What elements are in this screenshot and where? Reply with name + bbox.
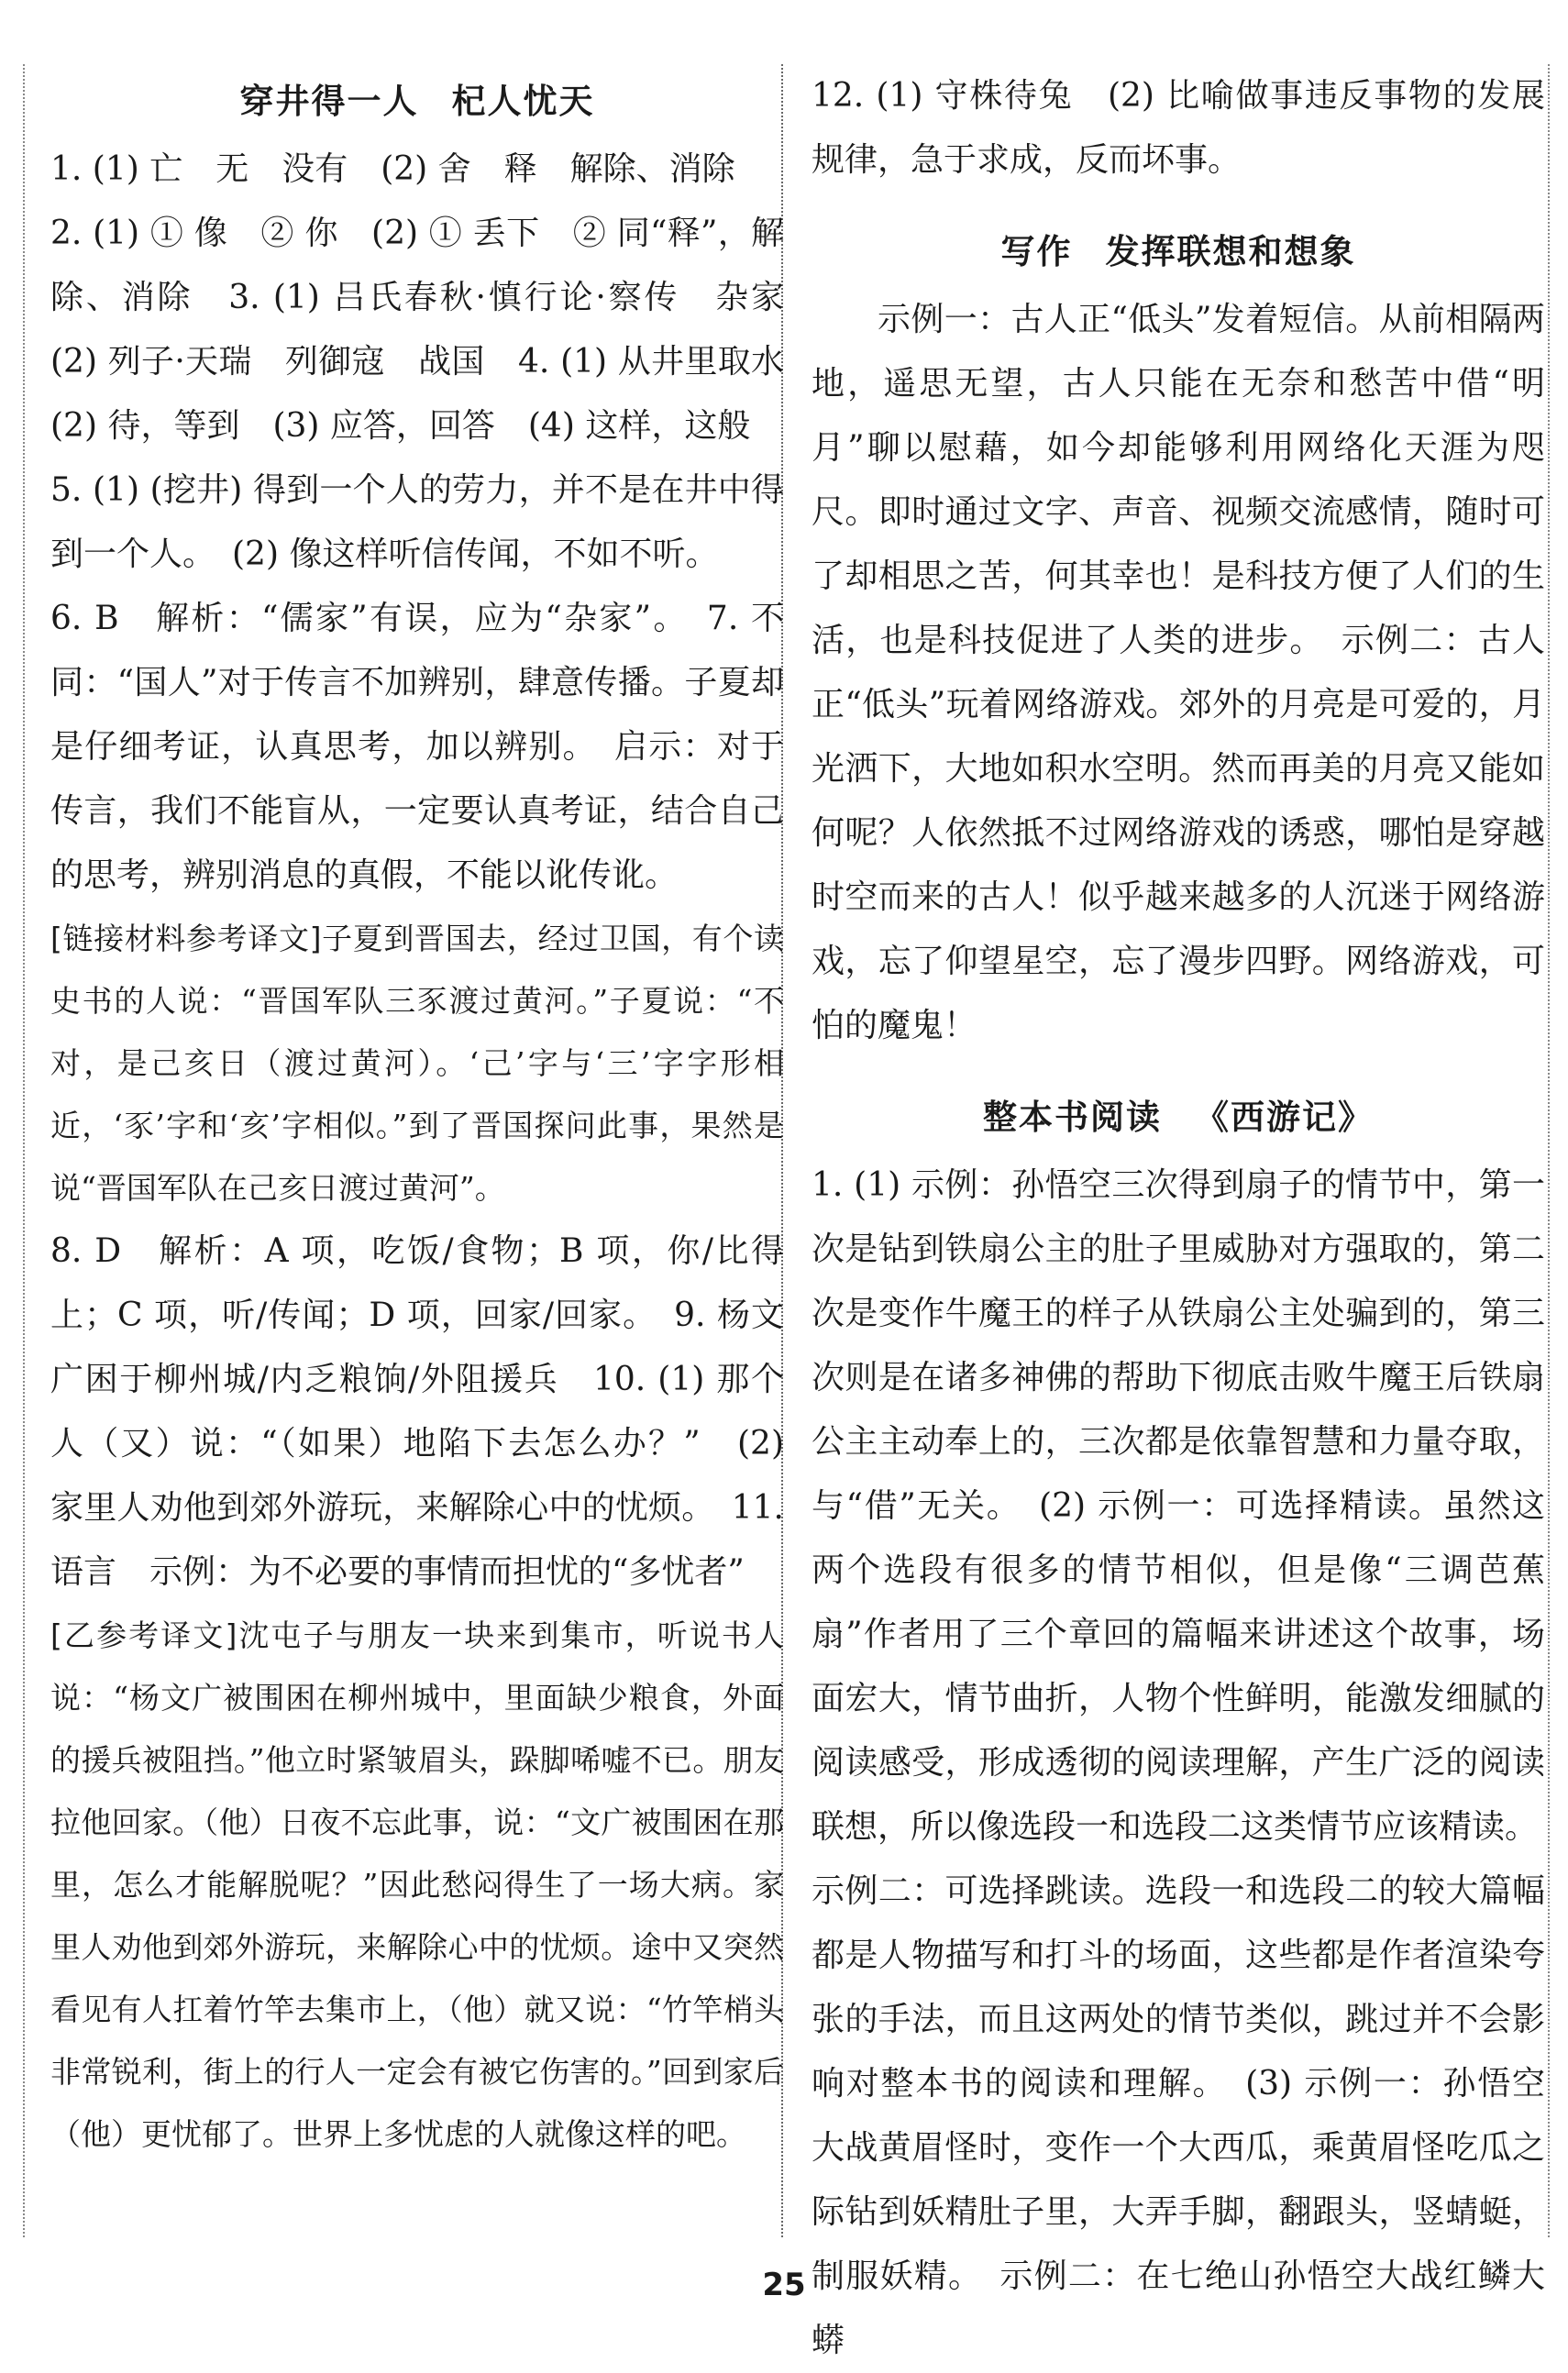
right-edge-rule — [1548, 64, 1550, 2237]
book-answer-1: 1. (1) 示例：孙悟空三次得到扇子的情节中，第一次是钻到铁扇公主的肚子里威胁对方强取的，第二次是变作牛魔王的样子从铁扇公主处骗到的，第三次则是在诸多神佛的帮助下彻底击败牛魔王后铁扇公主主动奉上的，三次都是依靠智慧和力量夺取，与“借”无关。 (2) 示例一：可选择精读。虽然这两个选段有很多的情节相似，但是像“三调芭蕉扇”作者用了三个章回的篇幅来讲述这个故事，场面宏大，情节曲折，人物个性鲜明，能激发细腻的阅读感受，形成透彻的阅读理解，产生广泛的阅读联想，所以像选段一和选段二这类情节应该精读。 — [812, 1166, 1545, 1846]
book-heading-b: 《西游记》 — [1195, 1098, 1374, 1137]
answer-q8-11: 8. D 解析：A 项，吃饭/食物；B 项，你/比得上；C 项，听/传闻；D 项，回家/回家。 9. 杨文广困于柳州城/内乏粮饷/外阻援兵 10. (1) 那个人（又）说：“（如果）地陷下去怎么办？” (2) 家里人劝他到郊外游玩，来解除心中的忧烦。 11. 语言 示例：为不必要的事情而担忧的“多忧者” — [50, 1232, 784, 1591]
answer-q2-4: 2. (1) ① 像 ② 你 (2) ① 丢下 ② 同“释”，解除、消除 3. (1) 吕氏春秋·慎行论·察传 杂家 (2) 列子·天瑞 列御寇 战国 4. (1) 从井里取水 (2) 待，等到 (3) 应答，回答 (4) 这样，这般 — [50, 215, 818, 445]
writing-examples: 示例一：古人正“低头”发着短信。从前相隔两地，遥思无望，古人只能在无奈和愁苦中借“明月”聊以慰藉，如今却能够利用网络化天涯为咫尺。即时通过文字、声音、视频交流感情，随时可了却相思之苦，何其幸也！是科技方便了人们的生活，也是科技促进了人类的进步。 示例二：古人正“低头”玩着网络游戏。郊外的月亮是可爱的，月光洒下，大地如积水空明。然而再美的月亮又能如何呢？人依然抵不过网络游戏的诱惑，哪怕是穿越时空而来的古人！似乎越来越多的人沉迷于网络游戏，忘了仰望星空，忘了漫步四野。网络游戏，可怕的魔鬼！ — [812, 301, 1545, 1044]
writing-heading-b: 发挥联想和想象 — [1105, 232, 1356, 271]
book-answer-2: 示例二：可选择跳读。选段一和选段二的较大篇幅都是人物描写和打斗的场面，这些都是作者渲染夸张的手法，而且这两处的情节类似，跳过并不会影响对整本书的阅读和理解。 (3) 示例一：孙悟空大战黄眉怪时，变作一个大西瓜，乘黄眉怪吃瓜之际钻到妖精肚子里，大弄手脚，翻跟头，竖蜻蜓，制服妖精。 示例二：在七绝山孙悟空大战红鳞大蟒 — [812, 1872, 1545, 2359]
yi-translation-label: [乙参考译文] — [50, 1617, 237, 1653]
left-column — [50, 64, 818, 2166]
yi-translation — [50, 1605, 784, 2166]
heading-title-b: 杞人忧天 — [451, 82, 595, 121]
yi-translation-text: 沈屯子与朋友一块来到集市，听说书人说：“杨文广被围困在柳州城中，里面缺少粮食，外面的援兵被阻挡。”他立时紧皱眉头，跺脚唏嘘不已。朋友拉他回家。（他）日夜不忘此事，说：“文广被围困在那里，怎么才能解脱呢？”因此愁闷得生了一场大病。家里人劝他到郊外游玩，来解除心中的忧烦。途中又突然看见有人扛着竹竿去集市上，（他）就又说：“竹竿梢头非常锐利，街上的行人一定会有被它伤害的。”回到家后（他）更忧郁了。世界上多忧虑的人就像这样的吧。 — [50, 1617, 785, 2152]
link-material-translation — [50, 908, 784, 1220]
page-number: 25 — [762, 2267, 806, 2303]
section-heading-writing — [812, 220, 1545, 284]
link-material-text: 子夏到晋国去，经过卫国，有个读史书的人说：“晋国军队三豕渡过黄河。”子夏说：“不对，是己亥日（渡过黄河）。‘己’字与‘三’字字形相近，‘豕’字和‘亥’字相似。”到了晋国探问此事，果然是说“晋国军队在己亥日渡过黄河”。 — [50, 921, 785, 1206]
right-column — [812, 64, 1545, 2373]
section-heading-book-reading — [812, 1086, 1545, 1150]
answer-q6-7: 6. B 解析：“儒家”有误，应为“杂家”。 7. 不同：“国人”对于传言不加辨别，肆意传播。子夏却是仔细考证，认真思考，加以辨别。 启示：对于传言，我们不能盲从，一定要认真考证，结合自己的思考，辨别消息的真假，不能以讹传讹。 — [50, 600, 784, 894]
answer-q1: 1. (1) 亡 无 没有 (2) 舍 释 解除、消除 — [50, 150, 735, 188]
section-heading-chuanjing — [50, 70, 784, 134]
book-heading-a: 整本书阅读 — [983, 1098, 1162, 1137]
left-edge-rule — [23, 64, 25, 2237]
answer-q12: 12. (1) 守株待兔 (2) 比喻做事违反事物的发展规律，急于求成，反而坏事。 — [812, 77, 1545, 179]
writing-heading-a: 写作 — [1000, 232, 1073, 271]
link-material-label: [链接材料参考译文] — [50, 921, 322, 956]
heading-title-a: 穿井得一人 — [239, 82, 419, 121]
answer-q5: 5. (1) (挖井) 得到一个人的劳力，并不是在井中得到一个人。 (2) 像这样听信传闻，不如不听。 — [50, 471, 784, 573]
